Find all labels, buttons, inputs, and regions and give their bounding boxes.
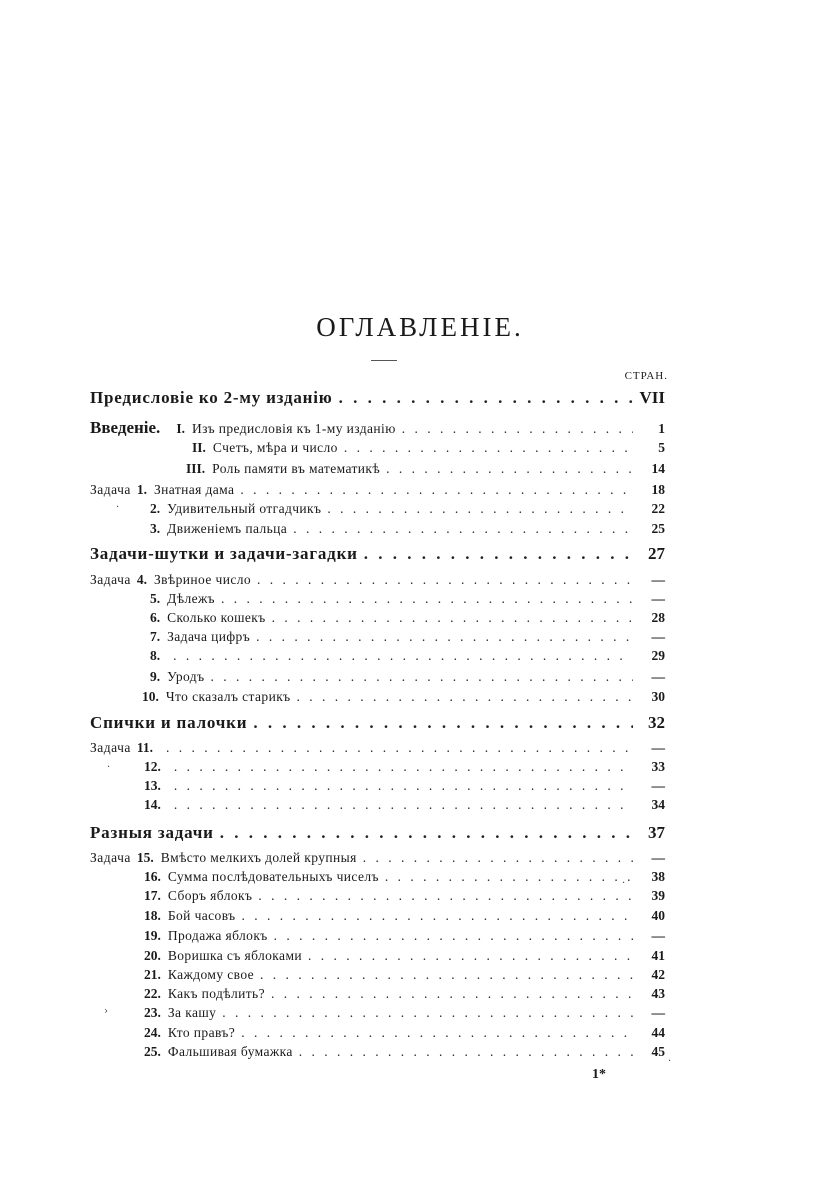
toc-section-label: Спички и палочки — [90, 713, 248, 732]
toc-prefix: Введеніе. — [90, 418, 161, 437]
toc-page-number: 18 — [651, 482, 665, 497]
toc-page-number: 37 — [648, 823, 665, 842]
toc-page-number: 43 — [651, 986, 665, 1001]
toc-entry[interactable] — [150, 669, 665, 685]
toc-page-number: 5 — [658, 440, 665, 455]
toc-label: Вмѣсто мелкихъ долей крупныя — [160, 850, 357, 865]
toc-number: 21. — [144, 967, 161, 982]
toc-label: Изъ предисловія къ 1-му изданію — [191, 421, 396, 436]
toc-number: 15. — [136, 850, 154, 865]
toc-section-jokes[interactable] — [90, 544, 665, 564]
toc-label: Сумма послѣдовательныхъ чиселъ — [167, 869, 379, 884]
leader-dots — [258, 888, 633, 904]
toc-label: За кашу — [167, 1005, 217, 1020]
toc-label: Какъ подѣлить? — [167, 986, 266, 1001]
toc-label: Звѣриное число — [153, 572, 252, 587]
toc-page-number: — — [651, 629, 665, 644]
toc-page-number: 29 — [651, 648, 665, 663]
toc-number: 7. — [150, 629, 161, 644]
leader-dots — [240, 482, 633, 498]
toc-prefix: Задача — [90, 572, 131, 587]
toc-entry[interactable] — [144, 759, 665, 775]
print-speck: · — [622, 878, 626, 889]
toc-label: Уродъ — [167, 669, 205, 684]
leader-dots — [386, 461, 633, 477]
toc-number: 24. — [144, 1025, 161, 1040]
toc-entry[interactable] — [150, 648, 665, 664]
leader-dots — [260, 967, 633, 983]
toc-number: 12. — [144, 759, 161, 774]
toc-label: Что сказалъ старикъ — [165, 689, 291, 704]
toc-section-matches[interactable] — [90, 713, 665, 733]
leader-dots — [241, 1025, 633, 1041]
leader-dots — [173, 648, 633, 664]
toc-number: II. — [192, 440, 206, 455]
toc-label: Воришка съ яблоками — [167, 948, 303, 963]
toc-prefix: Задача — [90, 740, 131, 755]
leader-dots — [256, 629, 633, 645]
toc-entry[interactable] — [90, 850, 665, 866]
toc-number: 16. — [144, 869, 161, 884]
toc-number: 20. — [144, 948, 161, 963]
toc-number: 9. — [150, 669, 161, 684]
toc-number: 2. — [150, 501, 161, 516]
toc-entry[interactable] — [150, 610, 665, 626]
toc-page-number: VII — [639, 388, 665, 407]
toc-page-number: — — [651, 850, 665, 865]
leader-dots — [272, 610, 633, 626]
leader-dots — [327, 501, 633, 517]
leader-dots — [293, 521, 633, 537]
toc-entry[interactable] — [144, 967, 665, 983]
leader-dots — [242, 908, 633, 924]
leader-dots — [402, 421, 633, 437]
page-title: ОГЛАВЛЕНІЕ. — [316, 312, 524, 342]
leader-dots — [174, 797, 633, 813]
toc-section-label: Разныя задачи — [90, 823, 214, 842]
print-speck: · — [107, 762, 111, 773]
toc-label: Роль памяти въ математикѣ — [212, 461, 381, 476]
toc-number: 22. — [144, 986, 161, 1001]
toc-entry[interactable] — [144, 948, 665, 964]
print-speck: · — [668, 1056, 672, 1067]
toc-entry[interactable] — [192, 440, 665, 456]
toc-number: I. — [176, 421, 185, 436]
toc-number: 19. — [144, 928, 161, 943]
title-rule — [371, 360, 397, 361]
toc-number: 23. — [144, 1005, 161, 1020]
toc-number: 1. — [136, 482, 147, 497]
toc-page-number: 40 — [651, 908, 665, 923]
toc-page-number: 22 — [651, 501, 665, 516]
toc-page-number: — — [651, 669, 665, 684]
leader-dots — [220, 823, 633, 843]
toc-page-number: — — [651, 928, 665, 943]
leader-dots — [385, 869, 633, 885]
leader-dots — [339, 388, 633, 408]
signature-mark: 1* — [592, 1067, 606, 1082]
toc-page-number: 28 — [651, 610, 665, 625]
toc-number: 6. — [150, 610, 161, 625]
toc-number: 5. — [150, 591, 161, 606]
toc-section-label: Предисловіе ко 2-му изданію — [90, 388, 333, 407]
toc-number: 25. — [144, 1044, 161, 1059]
toc-number: 8. — [150, 648, 161, 663]
toc-label: Счетъ, мѣра и число — [212, 440, 338, 455]
toc-page-number: 45 — [651, 1044, 665, 1059]
toc-entry[interactable] — [144, 928, 665, 944]
toc-number: 14. — [144, 797, 161, 812]
toc-number: 18. — [144, 908, 161, 923]
toc-label: Сборъ яблокъ — [167, 888, 253, 903]
leader-dots — [174, 778, 633, 794]
leader-dots — [308, 948, 633, 964]
leader-dots — [344, 440, 633, 456]
toc-number: 3. — [150, 521, 161, 536]
leader-dots — [363, 850, 633, 866]
toc-label: Сколько кошекъ — [167, 610, 266, 625]
toc-entry[interactable] — [90, 418, 665, 438]
toc-entry[interactable] — [90, 740, 665, 756]
toc-page-number: — — [651, 1005, 665, 1020]
toc-page-number: 32 — [648, 713, 665, 732]
toc-entry[interactable] — [144, 986, 665, 1002]
toc-page-number: 30 — [651, 689, 665, 704]
toc-entry[interactable] — [150, 629, 665, 645]
leader-dots — [210, 669, 633, 685]
leader-dots — [253, 713, 633, 733]
toc-entry[interactable] — [186, 461, 665, 477]
leader-dots — [166, 740, 633, 756]
toc-entry[interactable] — [144, 908, 665, 924]
toc-number: III. — [186, 461, 206, 476]
leader-dots — [222, 1005, 633, 1021]
toc-entry[interactable] — [150, 501, 665, 517]
toc-entry[interactable] — [144, 888, 665, 904]
toc-page-number: 44 — [651, 1025, 665, 1040]
toc-page-number: 34 — [651, 797, 665, 812]
toc-label: Дѣлежъ — [167, 591, 215, 606]
print-speck: › — [104, 1006, 108, 1017]
leader-dots — [174, 759, 633, 775]
leader-dots — [257, 572, 633, 588]
toc-page-number: 1 — [658, 421, 665, 436]
toc-page-number: 41 — [651, 948, 665, 963]
toc-label: Удивительный отгадчикъ — [167, 501, 322, 516]
toc-entry[interactable] — [150, 591, 665, 607]
toc-label: Продажа яблокъ — [167, 928, 268, 943]
page-column-label: СТРАН. — [624, 370, 668, 382]
leader-dots — [274, 928, 633, 944]
toc-label: Движеніемъ пальца — [167, 521, 288, 536]
toc-page-number: 39 — [651, 888, 665, 903]
toc-page-number: 27 — [648, 544, 665, 563]
toc-label: Задача цифръ — [167, 629, 251, 644]
toc-page-number: 14 — [651, 461, 665, 476]
toc-number: 13. — [144, 778, 161, 793]
toc-number: 4. — [136, 572, 147, 587]
toc-entry[interactable] — [150, 521, 665, 537]
leader-dots — [221, 591, 633, 607]
toc-page-number: 42 — [651, 967, 665, 982]
toc-prefix: Задача — [90, 850, 131, 865]
print-speck: · — [116, 502, 120, 513]
toc-entry[interactable] — [142, 689, 665, 705]
toc-label: Бой часовъ — [167, 908, 236, 923]
leader-dots — [364, 544, 633, 564]
toc-prefix: Задача — [90, 482, 131, 497]
toc-section-various[interactable] — [90, 823, 665, 843]
leader-dots — [299, 1044, 633, 1060]
toc-entry[interactable] — [144, 1025, 665, 1041]
toc-number: 10. — [142, 689, 159, 704]
leader-dots — [271, 986, 633, 1002]
toc-label: Знатная дама — [153, 482, 235, 497]
toc-label: Каждому свое — [167, 967, 255, 982]
toc-entry[interactable] — [144, 1005, 665, 1021]
toc-page-number: — — [651, 572, 665, 587]
toc-page-number: — — [651, 740, 665, 755]
toc-entry[interactable] — [144, 797, 665, 813]
toc-number: 11. — [136, 740, 153, 755]
toc-label: Фальшивая бумажка — [167, 1044, 293, 1059]
toc-section-preface[interactable] — [90, 388, 665, 408]
toc-page-number: 33 — [651, 759, 665, 774]
toc-page-number: 25 — [651, 521, 665, 536]
toc-entry[interactable] — [90, 482, 665, 498]
leader-dots — [297, 689, 633, 705]
toc-page-number: — — [651, 591, 665, 606]
toc-label: Кто правъ? — [167, 1025, 236, 1040]
toc-entry[interactable] — [144, 778, 665, 794]
toc-number: 17. — [144, 888, 161, 903]
toc-entry[interactable] — [144, 869, 665, 885]
toc-page-number: 38 — [651, 869, 665, 884]
toc-page-number: — — [651, 778, 665, 793]
toc-section-label: Задачи-шутки и задачи-загадки — [90, 544, 358, 563]
toc-entry[interactable] — [90, 572, 665, 588]
toc-entry[interactable] — [144, 1044, 665, 1060]
